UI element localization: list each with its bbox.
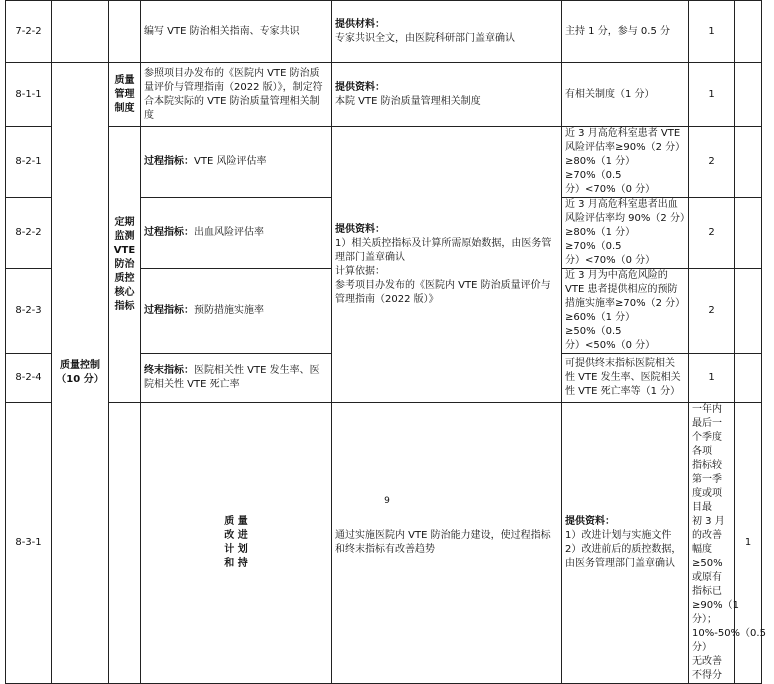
item-score: 2 — [689, 269, 735, 354]
criteria-line: ≥60%（1 分）≥50%（0.5 — [565, 312, 636, 337]
indicator-type: 过程指标： — [144, 227, 194, 238]
criteria-line: 性 VTE 发生率、医院相关 — [565, 372, 681, 383]
category-text: 质量控制 （10 分） — [56, 360, 104, 385]
item-code: 8-1-1 — [6, 63, 52, 127]
table-row — [6, 403, 762, 684]
blank-cell — [735, 1, 762, 63]
category-cell-empty — [52, 1, 109, 63]
item-criteria — [562, 354, 689, 403]
item-code: 8-2-1 — [6, 127, 52, 198]
materials-text: 本院 VTE 防治质量管理相关制度 — [335, 95, 481, 107]
item-code: 8-2-4 — [6, 354, 52, 403]
indicator-name: 医院相关性 VTE 发生率、医院相关性 VTE 死亡率 — [144, 365, 320, 390]
materials-line: 1）改进计划与实施文件 — [565, 530, 672, 541]
item-code: 8-2-2 — [6, 198, 52, 269]
criteria-line: 分）；10%-50%（0.5 分） — [692, 614, 766, 653]
sub-category-label — [109, 127, 141, 403]
category-cell-empty — [109, 403, 141, 684]
criteria-line: 近 3 月高危科室患者出血 — [565, 199, 678, 210]
sub-category-label — [141, 403, 332, 684]
table-row — [6, 63, 762, 127]
item-criteria — [562, 198, 689, 269]
criteria-line: 可提供终末指标医院相关 — [565, 358, 675, 369]
materials-heading: 提供资料： — [565, 516, 615, 527]
criteria-line: 措施实施率≥70%（2 分） — [565, 298, 686, 309]
criteria-line: VTE 患者提供相应的预防 — [565, 284, 678, 295]
criteria-line: 分）<70%（0 分） — [565, 255, 656, 266]
item-criteria — [562, 269, 689, 354]
item-content: 通过实施医院内 VTE 防治能力建设，使过程指标和终末指标有改善趋势 — [332, 403, 562, 684]
item-materials — [332, 1, 562, 63]
item-code: 8-2-3 — [6, 269, 52, 354]
materials-text: 专家共识全文，由医院科研部门盖章确认 — [335, 32, 515, 44]
sub-category-text: 质 量 改 进 计 划 和 持 — [224, 516, 248, 569]
item-score: 2 — [689, 198, 735, 269]
indicator-type: 过程指标： — [144, 305, 194, 316]
criteria-line: 指标较第一季度或项目最 — [692, 460, 722, 513]
criteria-line: ≥80%（1 分）≥70%（0.5 — [565, 156, 636, 181]
item-content: 编写 VTE 防治相关指南、专家共识 — [141, 1, 332, 63]
criteria-line: 初 3 月的改善幅度≥50% — [692, 516, 725, 569]
indicator-type: 过程指标： — [144, 156, 194, 167]
table-row — [6, 127, 762, 198]
item-content — [141, 354, 332, 403]
category-label — [52, 63, 109, 684]
indicator-name: VTE 风险评估率 — [194, 156, 267, 167]
sub-category-label — [109, 63, 141, 127]
basis-heading: 计算依据： — [335, 265, 385, 277]
sub-category-cell-empty — [109, 1, 141, 63]
indicator-name: 出血风险评估率 — [194, 227, 264, 238]
item-materials — [332, 63, 562, 127]
item-score: 1 — [689, 354, 735, 403]
materials-heading: 提供材料： — [335, 18, 385, 30]
item-score: 1 — [735, 403, 762, 684]
materials-heading: 提供资料： — [335, 81, 385, 93]
criteria-line: 分）<50%（0 分） — [565, 340, 656, 351]
item-code: 8-3-1 — [6, 403, 52, 684]
item-criteria: 有相关制度（1 分） — [562, 63, 689, 127]
criteria-line: 一年内最后一个季度各项 — [692, 404, 722, 457]
item-criteria — [689, 403, 766, 684]
criteria-line: 分）<70%（0 分） — [565, 184, 656, 195]
materials-heading: 提供资料： — [335, 223, 385, 235]
materials-line: 2）改进前后的质控数据，由医务管理部门盖章确认 — [565, 544, 682, 569]
materials-line: 1）相关质控指标及计算所需原始数据，由医务管理部门盖章确认 — [335, 237, 552, 263]
item-score: 1 — [689, 63, 735, 127]
item-score: 2 — [689, 127, 735, 198]
item-content — [141, 269, 332, 354]
item-criteria: 主持 1 分，参与 0.5 分 — [562, 1, 689, 63]
item-content — [141, 127, 332, 198]
blank-cell — [735, 63, 762, 127]
item-materials — [562, 403, 689, 684]
criteria-line: 近 3 月高危科室患者 VTE — [565, 128, 681, 139]
criteria-line: 风险评估率≥90%（2 分） — [565, 142, 686, 153]
indicator-name: 预防措施实施率 — [194, 305, 264, 316]
indicator-type: 终末指标： — [144, 365, 194, 376]
blank-cell — [735, 127, 762, 198]
criteria-line: ≥80%（1 分）≥70%（0.5 — [565, 227, 636, 252]
criteria-line: 或原有指标已≥90%（1 — [692, 572, 739, 611]
sub-category-text: 质量 管理 制度 — [114, 74, 135, 114]
blank-cell — [735, 198, 762, 269]
item-criteria — [562, 127, 689, 198]
criteria-line: 性 VTE 死亡率等（1 分） — [565, 386, 681, 397]
criteria-line: 近 3 月为中高危风险的 — [565, 270, 668, 281]
page-number: 9 — [384, 496, 390, 506]
criteria-table — [5, 0, 766, 684]
item-code: 7-2-2 — [6, 1, 52, 63]
criteria-line: 无改善不得分 — [692, 656, 722, 681]
item-score: 1 — [689, 1, 735, 63]
item-content: 参照项目办发布的《医院内 VTE 防治质量评价与管理指南（2022 版）》，制定符合本院实际的 VTE 防治质量管理相关制度 — [141, 63, 332, 127]
sub-category-text: 定期 监测 VTE 防治 质控 核心 指标 — [113, 216, 136, 312]
blank-cell — [735, 354, 762, 403]
basis-text: 参考项目办发布的《医院内 VTE 防治质量评价与管理指南（2022 版）》 — [335, 279, 551, 305]
item-content — [141, 198, 332, 269]
table-row — [6, 1, 762, 63]
item-materials — [332, 127, 562, 403]
criteria-line: 风险评估率均 90%（2 分） — [565, 213, 690, 224]
blank-cell — [735, 269, 762, 354]
